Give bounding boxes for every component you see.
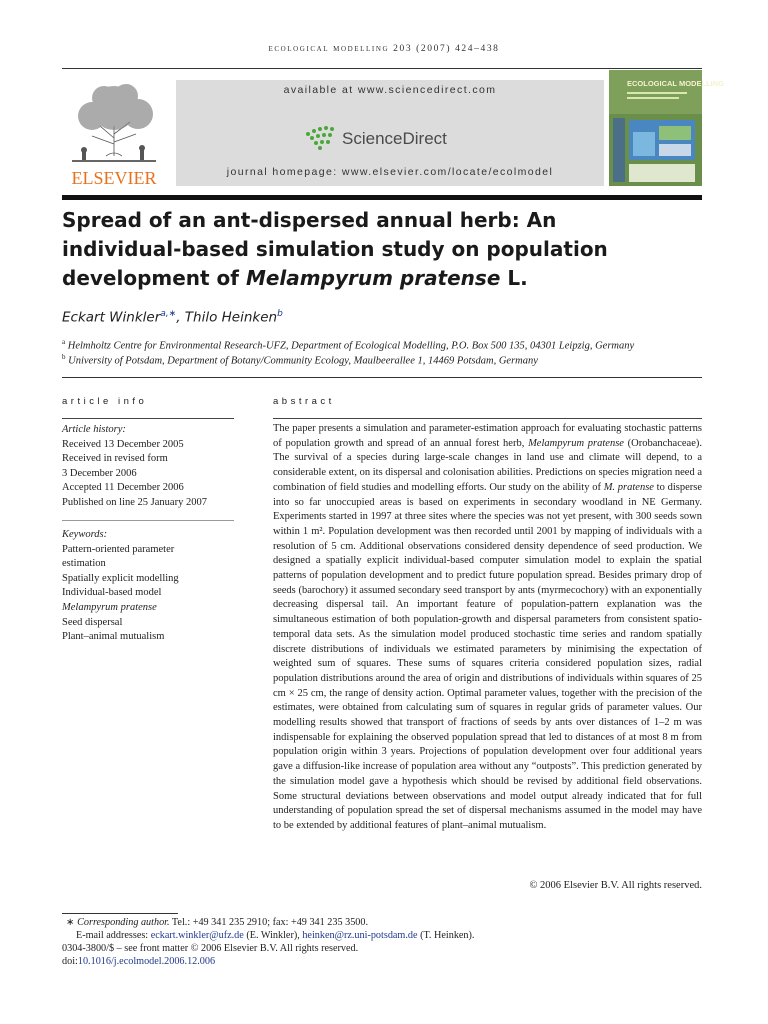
- abstract-text-3: to disperse into so far unoccupied areas is based on experiments in secondary woodland in NE Germany. Experiments started in 1997 at three sites where the species was not yet present, with 300 seeds sown within 1 m². Population development was then recorded until 2001 by mapping of individuals with a resolution of 5 cm. Additional observations considered density dependence of seed production. We designed a spatially explicit individual-based computer simulation model to explain the spatial patterns of population development and to predict future population spread. Besides primary drop of seeds (barochory) it assumed secondary seed transport by ants (myrmecochory) with an exponentially decreasing dispersal tail. An important feature of population-pattern explanation was the simultaneous estimation of both population-growth and dispersal parameters from consistent spatio-temporal data sets. As the simulation model produced stochastic time series and random spatially discrete distributions of individuals we estimated parameters by minimising the expectation of weighted sum of squares. These sums of squares criteria considered population sizes, radial population distributions around the area of origin and distributions of individuals within squares of 25 cm × 25 cm, the range of density action. Optimal parameter values, together with the precision of the estimates, were obtained from calculating sum of squares in regular grids of parameter values. Our modelling results showed that transport of fractions of seeds by ants over distances of 1–2 m was indispensable for explaining the observed population spread that led to distances of at most 8 m from population origin within 3 years. Projections of population development over four additional years gave a diffusion-like increase of population area without any “outposts”. This prediction generated by the simulation model gave a hypothesis which should be revised by additional field observations. Some structural deviations between observations and model output already indicated that for full understanding of population spread the set of dispersal mechanisms assumed in the model may have to be extended by additional features of plant–animal mutualism.: [273, 481, 702, 831]
- corresponding-label: Corresponding author.: [77, 917, 170, 928]
- keyword-item: estimation: [62, 558, 106, 570]
- author-separator: ,: [176, 309, 185, 326]
- issn-line: 0304-3800/$ – see front matter © 2006 Elsevier B.V. All rights reserved.: [62, 943, 359, 954]
- affiliation-b-text: University of Potsdam, Department of Botany/Community Ecology, Maulbeerallee 1, 14469 Potsdam, Germany: [68, 355, 538, 367]
- email-prefix: E-mail addresses:: [76, 930, 151, 941]
- abstract-heading: abstract: [273, 396, 335, 407]
- journal-homepage-line[interactable]: journal homepage: www.elsevier.com/locate/ecolmodel: [226, 166, 554, 178]
- author-2-affiliation-mark[interactable]: b: [277, 309, 283, 319]
- elsevier-logo[interactable]: [62, 78, 166, 188]
- footnote-rule: [62, 913, 178, 914]
- title-species: Melampyrum pratense: [245, 266, 501, 290]
- history-item: 3 December 2006: [62, 467, 137, 479]
- keyword-item: Plant–animal mutualism: [62, 631, 165, 643]
- history-label: Article history:: [62, 424, 126, 435]
- doi-line: [62, 955, 215, 968]
- abstract-copyright: © 2006 Elsevier B.V. All rights reserved.: [529, 880, 702, 891]
- email-name-heinken: (T. Heinken).: [417, 930, 475, 941]
- affiliation-a-text: Helmholtz Centre for Environmental Research-UFZ, Department of Ecological Modelling, P.O. Box 500 135, 04301 Leipzig, Germany: [67, 340, 635, 352]
- keyword-item: Melampyrum pratense: [62, 601, 157, 613]
- keywords-rule: [62, 520, 234, 521]
- title-line-3: [62, 264, 702, 293]
- cover-title: ECOLOGICAL MODELLING: [627, 79, 724, 88]
- publisher-name: ELSEVIER: [71, 168, 157, 188]
- keywords-label: Keywords:: [62, 529, 108, 540]
- author-2[interactable]: Thilo Heinken: [184, 309, 278, 326]
- email-link-heinken[interactable]: heinken@rz.uni-potsdam.de: [302, 930, 418, 941]
- abstract-body: [273, 422, 702, 834]
- keyword-item: Spatially explicit modelling: [62, 572, 179, 584]
- title-line-3-suffix: L.: [500, 266, 528, 290]
- affiliation-b: [62, 353, 538, 367]
- abstract-species-2: M. pratense: [603, 481, 654, 493]
- email-addresses: [76, 929, 474, 942]
- history-item: Published on line 25 January 2007: [62, 496, 207, 508]
- section-rule: [62, 377, 702, 378]
- top-rule: [62, 68, 702, 69]
- doi-link[interactable]: 10.1016/j.ecolmodel.2006.12.006: [77, 956, 216, 967]
- article-history: [62, 423, 234, 511]
- corresponding-author-note: [66, 916, 368, 929]
- affiliation-b-mark: b: [62, 353, 66, 361]
- sciencedirect-wordmark: ScienceDirect: [342, 129, 447, 148]
- keyword-item: Pattern-oriented parameter: [62, 543, 175, 555]
- abstract-text-2: (Orobanchaceae). The survival of a species during large-scale changes in land use and climate will depend, to a considerable extent, on its dispersal and colonisation abilities. Predictions on species migration need a combination of field studies and modelling efforts. Our study on the ability of: [273, 437, 702, 493]
- keywords: [62, 528, 234, 645]
- title-line-3-prefix: development of: [62, 266, 246, 290]
- doi-prefix: doi:: [62, 956, 78, 967]
- header-rule: [62, 195, 702, 200]
- corresponding-mark: ∗: [66, 917, 75, 928]
- title-line-1: Spread of an ant-dispersed annual herb: An: [62, 208, 557, 232]
- article-info-heading: article info: [62, 396, 148, 407]
- history-item: Received 13 December 2005: [62, 438, 184, 450]
- email-name-winkler: (E. Winkler),: [243, 930, 303, 941]
- abstract-species-1: Melampyrum pratense: [528, 437, 624, 449]
- keyword-item: Individual-based model: [62, 587, 162, 599]
- sciencedirect-logo[interactable]: [302, 122, 482, 154]
- history-item: Received in revised form: [62, 453, 168, 465]
- affiliation-a-mark: a: [62, 338, 66, 346]
- author-1-affiliation-mark[interactable]: a,∗: [160, 309, 177, 319]
- email-link-winkler[interactable]: eckart.winkler@ufz.de: [150, 930, 244, 941]
- author-1[interactable]: Eckart Winkler: [62, 309, 161, 326]
- article-title: [62, 206, 702, 293]
- journal-cover[interactable]: [609, 70, 724, 186]
- article-info-rule: [62, 418, 234, 419]
- keyword-item: Seed dispersal: [62, 616, 123, 628]
- running-head: ecological modelling 203 (2007) 424–438: [268, 44, 500, 54]
- abstract-rule: [273, 418, 702, 419]
- abstract-text-1: The paper presents a simulation and parameter-estimation approach for evaluating stochastic patterns of population growth and spread of an annual forest herb,: [273, 423, 702, 449]
- affiliation-a: [62, 338, 634, 352]
- title-line-2: individual-based simulation study on population: [62, 237, 608, 261]
- availability-line[interactable]: available at www.sciencedirect.com: [283, 84, 497, 96]
- author-list: [62, 309, 283, 326]
- history-item: Accepted 11 December 2006: [62, 482, 184, 494]
- corresponding-contact: Tel.: +49 341 235 2910; fax: +49 341 235 3500.: [169, 917, 369, 928]
